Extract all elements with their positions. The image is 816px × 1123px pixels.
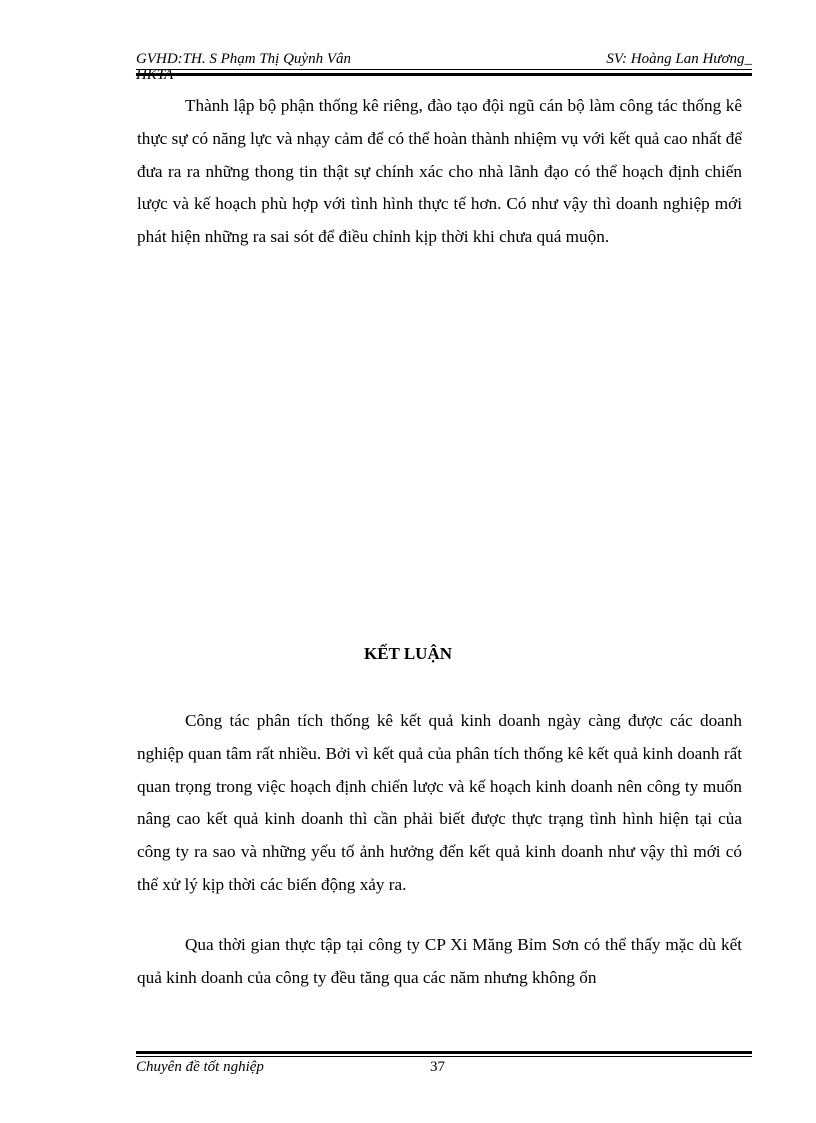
footer-rule-thin	[136, 1056, 752, 1057]
body-paragraph-1: Thành lập bộ phận thống kê riêng, đào tạo đội ngũ cán bộ làm công tác thống kê thực sự có năng lực và nhạy cảm để có thể hoàn thành nhiệm vụ với kết quả cao nhất để đưa ra ra những thong tin thật sự chính xác cho nhà lãnh đạo có thể hoạch định chiến lược và kế hoạch phù hợp với tình hình thực tế hơn. Có như vậy thì doanh nghiệp mới phát hiện những ra sai sót để điều chỉnh kịp thời khi chưa quá muộn.	[137, 96, 742, 247]
header-student: SV: Hoàng Lan Hương_	[606, 51, 752, 67]
footer-label: Chuyên đề tốt nghiệp	[136, 1059, 264, 1075]
body-paragraph-3: Qua thời gian thực tập tại công ty CP Xi Măng Bỉm Sơn có thể thấy mặc dù kết quả kinh doanh của công ty đều tăng qua các năm nhưng không ổn	[137, 935, 742, 987]
page-number: 37	[430, 1059, 445, 1075]
header-rule-thick	[136, 73, 752, 76]
footer-rule-thick	[136, 1051, 752, 1054]
body-paragraph-2: Công tác phân tích thống kê kết quả kinh doanh ngày càng được các doanh nghiệp quan tâm rất nhiều. Bởi vì kết quả của phân tích thống kê kết quả kinh doanh rất quan trọng trong việc hoạch định chiến lược và kế hoạch kinh doanh nên công ty muốn nâng cao kết quả kinh doanh thì cần phải biết được thực trạng tình hình hiện tại của công ty ra sao và những yếu tố ảnh hưởng đến kết quả kinh doanh như vậy thì mới có thể xử lý kịp thời các biến động xảy ra.	[137, 711, 742, 894]
header-supervisor: GVHD:TH. S Phạm Thị Quỳnh Vân	[136, 51, 351, 67]
header-rule-thin	[136, 69, 752, 70]
section-title: KẾT LUẬN	[363, 644, 452, 663]
